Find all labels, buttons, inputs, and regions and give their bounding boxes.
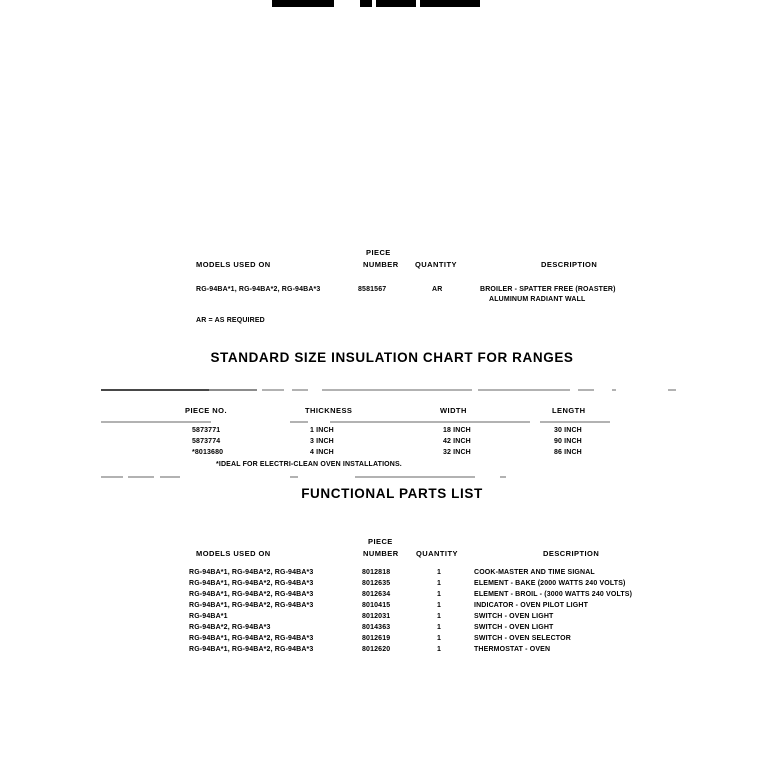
scan-artifact-band-11 [290,421,308,423]
scan-artifact-band-1 [101,389,209,391]
functional-cell-quantity: 1 [437,624,442,631]
insulation-chart-title: STANDARD SIZE INSULATION CHART FOR RANGES [210,350,574,365]
functional-cell-piece-number: 8012818 [362,569,391,576]
broiler-header-piece-line1: PIECE [366,248,391,257]
functional-cell-description: ELEMENT - BROIL - (3000 WATTS 240 VOLTS) [474,591,633,598]
functional-cell-description: THERMOSTAT - OVEN [474,646,551,653]
functional-cell-quantity: 1 [437,635,442,642]
functional-cell-quantity: 1 [437,613,442,620]
insulation-cell-thickness: 3 INCH [310,438,334,445]
functional-cell-piece-number: 8012634 [362,591,391,598]
insulation-chart-footnote: *IDEAL FOR ELECTRI-CLEAN OVEN INSTALLATIONS. [216,461,402,468]
functional-header-quantity: QUANTITY [416,549,458,558]
insulation-cell-length: 90 INCH [554,438,582,445]
functional-cell-piece-number: 8012031 [362,613,391,620]
functional-header-piece-line1: PIECE [368,537,393,546]
scan-artifact-band-2 [209,389,257,391]
functional-cell-models: RG-94BA*1 [189,613,228,620]
broiler-table-footnote: AR = AS REQUIRED [196,317,265,324]
functional-cell-piece-number: 8010415 [362,602,391,609]
functional-cell-quantity: 1 [437,580,442,587]
scan-artifact-band-13 [540,421,610,423]
functional-cell-models: RG-94BA*1, RG-94BA*2, RG-94BA*3 [189,580,314,587]
header-bar-3 [376,0,416,7]
functional-header-piece-line2: NUMBER [363,549,399,558]
insulation-header-thickness: THICKNESS [305,406,353,415]
functional-cell-models: RG-94BA*1, RG-94BA*2, RG-94BA*3 [189,602,314,609]
broiler-header-quantity: QUANTITY [415,260,457,269]
insulation-cell-length: 86 INCH [554,449,582,456]
insulation-cell-piece-no: *8013680 [192,449,224,456]
functional-cell-models: RG-94BA*1, RG-94BA*2, RG-94BA*3 [189,646,314,653]
insulation-cell-length: 30 INCH [554,427,582,434]
functional-cell-quantity: 1 [437,646,442,653]
broiler-header-description: DESCRIPTION [541,260,598,269]
scan-artifact-band-10 [101,421,211,423]
insulation-cell-piece-no: 5873774 [192,438,221,445]
functional-header-models: MODELS USED ON [196,549,271,558]
scan-artifact-band-9 [668,389,676,391]
functional-cell-models: RG-94BA*1, RG-94BA*2, RG-94BA*3 [189,591,314,598]
insulation-header-length: LENGTH [552,406,586,415]
functional-cell-description: SWITCH - OVEN LIGHT [474,624,554,631]
scan-artifact-band-3 [262,389,284,391]
header-bar-4 [420,0,480,7]
functional-cell-piece-number: 8014363 [362,624,391,631]
scan-artifact-band-15 [128,476,154,478]
broiler-header-piece-line2: NUMBER [363,260,399,269]
scan-artifact-band-16 [160,476,180,478]
functional-cell-models: RG-94BA*1, RG-94BA*2, RG-94BA*3 [189,635,314,642]
broiler-header-models: MODELS USED ON [196,260,271,269]
insulation-cell-width: 32 INCH [443,449,471,456]
insulation-cell-width: 42 INCH [443,438,471,445]
insulation-cell-width: 18 INCH [443,427,471,434]
functional-cell-models: RG-94BA*2, RG-94BA*3 [189,624,271,631]
functional-cell-piece-number: 8012620 [362,646,391,653]
functional-cell-quantity: 1 [437,602,442,609]
functional-cell-description: COOK-MASTER AND TIME SIGNAL [474,569,595,576]
broiler-row-models: RG-94BA*1, RG-94BA*2, RG-94BA*3 [196,286,321,293]
functional-header-description: DESCRIPTION [543,549,600,558]
functional-cell-quantity: 1 [437,569,442,576]
broiler-row-description-line1: BROILER - SPATTER FREE (ROASTER) [480,286,616,293]
scan-artifact-band-7 [578,389,594,391]
header-bar-2 [360,0,372,7]
functional-cell-description: SWITCH - OVEN SELECTOR [474,635,571,642]
scan-artifact-band-5 [322,389,472,391]
insulation-header-piece-no: PIECE NO. [185,406,227,415]
scan-artifact-band-14 [101,476,123,478]
functional-cell-description: SWITCH - OVEN LIGHT [474,613,554,620]
insulation-cell-thickness: 4 INCH [310,449,334,456]
scan-artifact-band-4 [292,389,308,391]
functional-cell-models: RG-94BA*1, RG-94BA*2, RG-94BA*3 [189,569,314,576]
scan-artifact-band-18 [355,476,475,478]
insulation-cell-piece-no: 5873771 [192,427,221,434]
header-bar-1 [272,0,334,7]
scan-artifact-band-19 [500,476,506,478]
broiler-row-piece-number: 8581567 [358,286,387,293]
functional-cell-piece-number: 8012619 [362,635,391,642]
insulation-header-width: WIDTH [440,406,467,415]
scan-artifact-band-17 [290,476,298,478]
functional-cell-quantity: 1 [437,591,442,598]
broiler-row-description-line2: ALUMINUM RADIANT WALL [489,296,586,303]
functional-cell-description: INDICATOR - OVEN PILOT LIGHT [474,602,588,609]
functional-cell-description: ELEMENT - BAKE (2000 WATTS 240 VOLTS) [474,580,626,587]
functional-cell-piece-number: 8012635 [362,580,391,587]
cropped-header-bars [0,0,784,10]
scan-artifact-band-12 [330,421,530,423]
broiler-row-quantity: AR [432,286,443,293]
scan-artifact-band-6 [478,389,570,391]
insulation-cell-thickness: 1 INCH [310,427,334,434]
functional-parts-list-title: FUNCTIONAL PARTS LIST [301,486,483,501]
scan-artifact-band-8 [612,389,616,391]
